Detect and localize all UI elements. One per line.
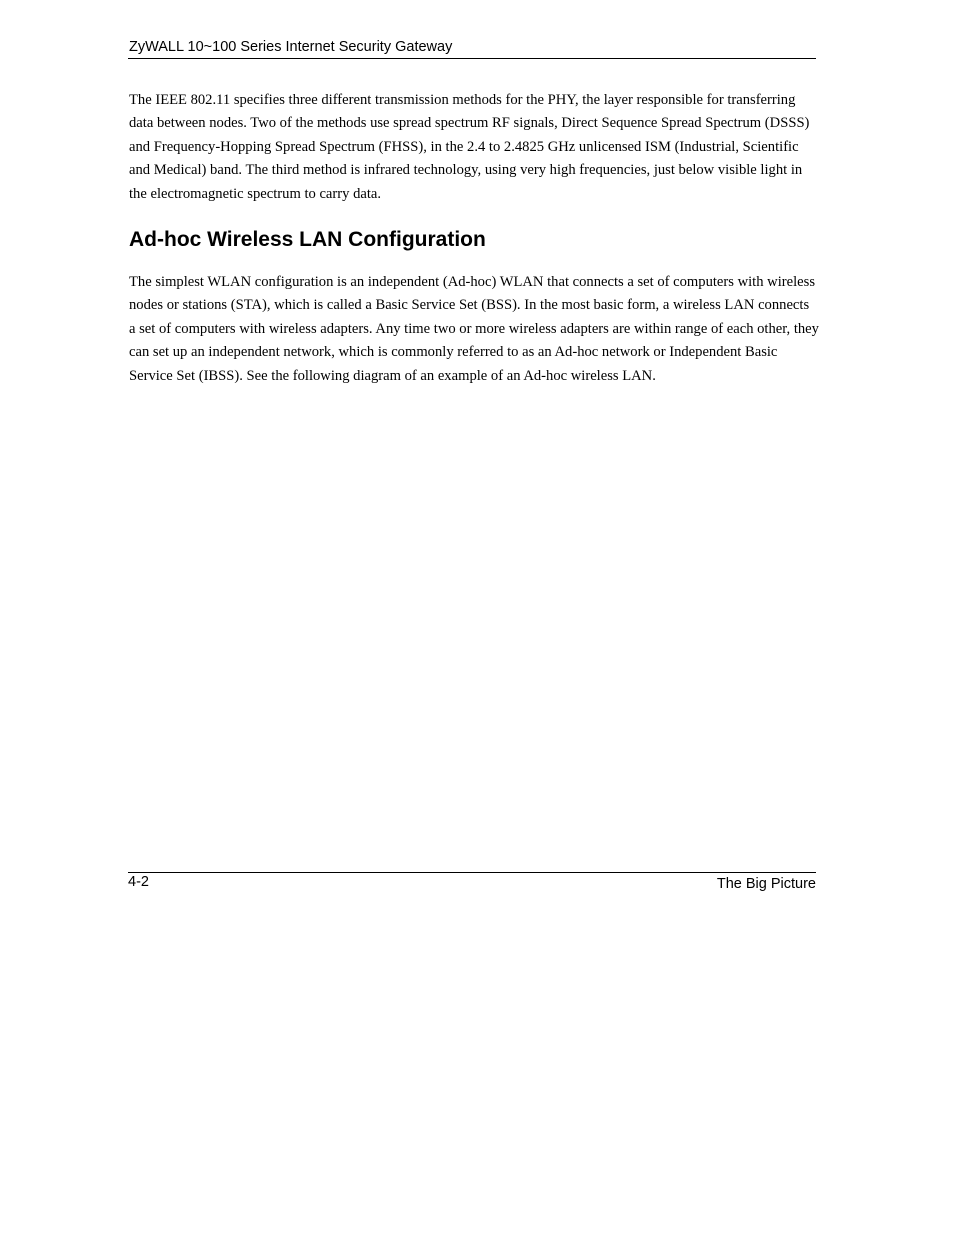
footer-divider <box>128 872 816 873</box>
chapter-title: The Big Picture <box>716 876 816 892</box>
body-paragraph-transmission-methods: The IEEE 802.11 specifies three different transmission methods for the PHY, the layer responsible for transferring data between nodes. Two of the methods use spread spectrum RF signals, Direct Sequence Spread Spectrum (DSSS) and Frequency-Hopping Spread Spectrum (FHSS), in the 2.4 to 2.4825 GHz unlicensed ISM (Industrial, Scientific and Medical) band. The third method is infrared technology, using very high frequencies, just below visible light in the electromagnetic spectrum to carry data. <box>129 92 810 202</box>
body-paragraph-adhoc-wlan: The simplest WLAN configuration is an independent (Ad-hoc) WLAN that connects a set of computers with wireless nodes or stations (STA), which is called a Basic Service Set (BSS). In the most basic form, a wireless LAN connects a set of computers with wireless adapters. Any time two or more wireless adapters are within range of each other, they can set up an independent network, which is commonly referred to as an Ad-hoc network or Independent Basic Service Set (IBSS). See the following diagram of an example of an Ad-hoc wireless LAN. <box>129 274 819 384</box>
section-heading: Ad-hoc Wireless LAN Configuration <box>129 228 486 251</box>
page-number: 4-2 <box>128 874 149 890</box>
document-title: ZyWALL 10~100 Series Internet Security Gateway <box>129 39 453 55</box>
page-header <box>128 36 816 59</box>
